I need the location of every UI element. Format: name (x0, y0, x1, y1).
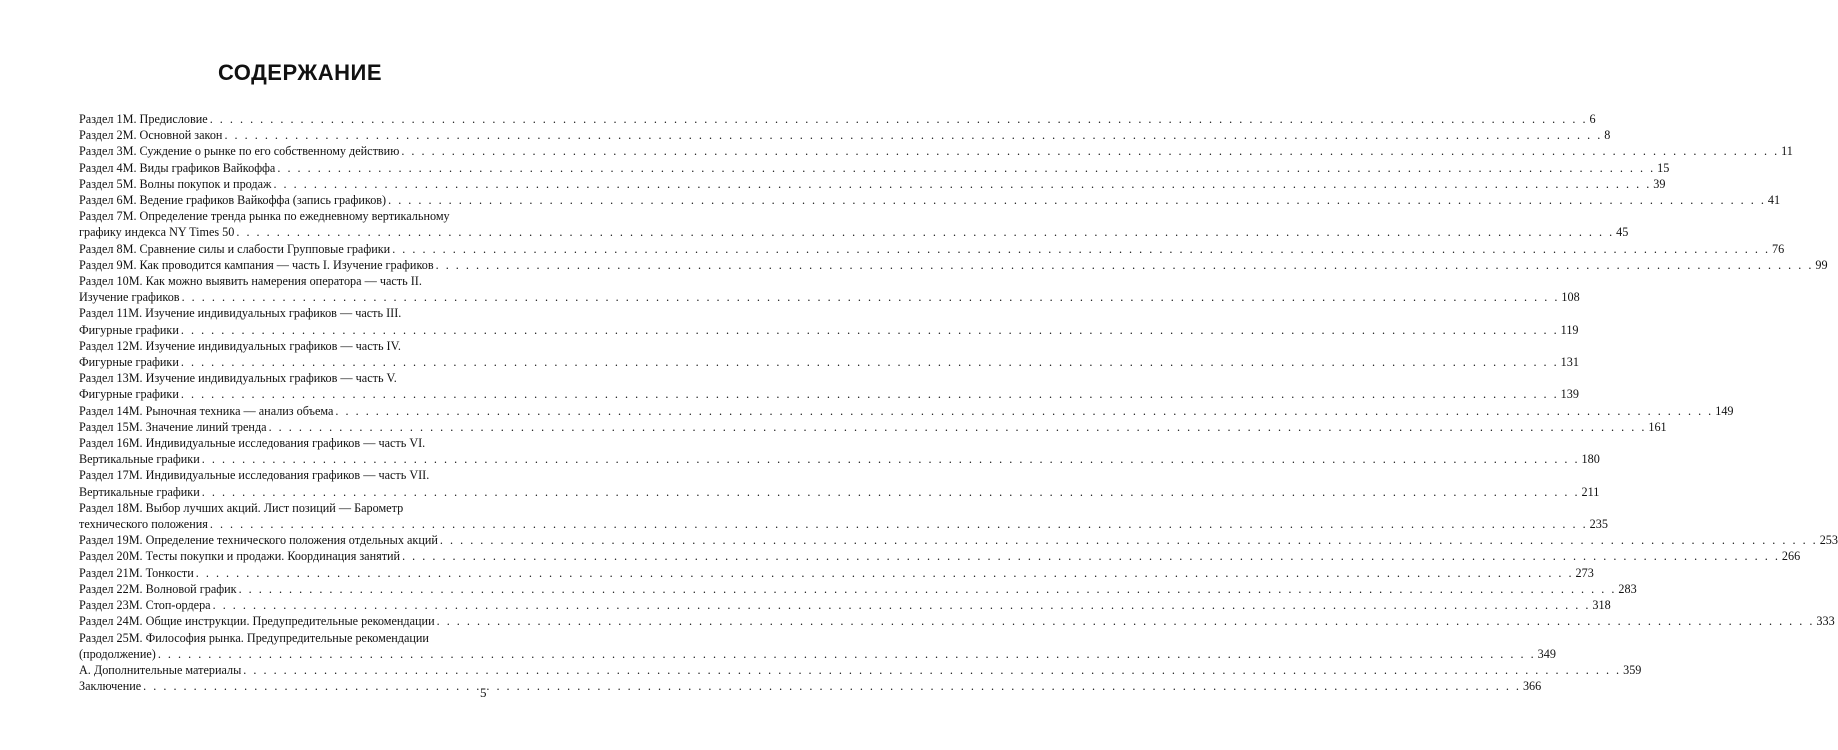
dot-leader (440, 532, 1818, 548)
dot-leader (335, 403, 1713, 419)
toc-entry-line (79, 662, 1642, 678)
toc-entry-first-line: Раздел 7М. Определение тренда рынка по ежедневному вертикальному (79, 209, 450, 224)
toc-entry-page: 283 (1618, 581, 1637, 596)
toc-entry-page: 180 (1581, 452, 1600, 467)
toc-entry-line (79, 403, 1734, 419)
toc-entry-title: Вертикальные графики (79, 452, 200, 467)
toc-entry-page: 149 (1715, 403, 1734, 418)
toc-entry-page: 99 (1815, 257, 1828, 272)
toc-entry-line (79, 613, 1835, 629)
toc-entry-title: А. Дополнительные материалы (79, 662, 242, 677)
toc-entry-page: 211 (1581, 484, 1600, 499)
toc-entry-title: Фигурные графики (79, 355, 179, 370)
toc-entry (79, 192, 1781, 208)
toc-entry-line (79, 548, 1801, 564)
dot-leader (181, 354, 1559, 370)
dot-leader (388, 192, 1766, 208)
toc-entry-line (79, 581, 1637, 597)
dot-leader (243, 662, 1621, 678)
toc-entry-page: 41 (1767, 193, 1781, 208)
dot-leader (269, 419, 1647, 435)
dot-leader (196, 565, 1574, 581)
toc-entry (79, 613, 1835, 629)
toc-entry (79, 500, 1608, 532)
toc-entry-page: 6 (1589, 112, 1596, 126)
toc-entry-page: 76 (1772, 241, 1785, 256)
toc-entry (79, 581, 1637, 597)
toc-entry (79, 370, 1579, 402)
toc-entry (79, 435, 1600, 467)
dot-leader (401, 143, 1779, 159)
toc-entry-title: Раздел 24М. Общие инструкции. Предупредительные рекомендации (79, 614, 435, 629)
dot-leader (210, 516, 1588, 532)
toc-entry-page: 108 (1561, 290, 1580, 305)
dot-leader (277, 160, 1655, 176)
toc-entry-line (79, 646, 1556, 662)
toc-entry-line (79, 143, 1793, 159)
toc-entry-page: 139 (1560, 387, 1579, 402)
toc-entry-line (79, 160, 1670, 176)
page-number: 5 (480, 685, 487, 700)
toc-entry-first-line: Раздел 11М. Изучение индивидуальных графиков — часть III. (79, 306, 402, 321)
toc-entry-title: Раздел 19М. Определение технического положения отдельных акций (79, 533, 438, 548)
toc-entry-page: 15 (1657, 160, 1670, 175)
toc-entry (79, 338, 1579, 370)
toc-entry-page: 318 (1592, 598, 1611, 613)
toc-entry (79, 305, 1579, 337)
toc-entry (79, 548, 1801, 564)
toc-entry-first-line: Раздел 10М. Как можно выявить намерения оператора — часть II. (79, 274, 422, 289)
page-title: СОДЕРЖАНИЕ (217, 60, 383, 85)
dot-leader (182, 289, 1560, 305)
toc-entry-first-line: Раздел 25М. Философия рынка. Предупредительные рекомендации (79, 630, 429, 645)
toc-entry-title: Раздел 20М. Тесты покупки и продажи. Координация занятий (79, 549, 401, 564)
toc-entry (79, 662, 1642, 678)
toc-entry-first-line: Раздел 16М. Индивидуальные исследования графиков — часть VI. (79, 436, 426, 451)
toc-entry-page: 131 (1560, 355, 1579, 370)
toc-entry-title: Раздел 15М. Значение линий тренда (79, 419, 267, 434)
toc-entry-line (79, 322, 1579, 338)
toc-entry-page: 366 (1522, 679, 1542, 694)
toc-entry-title: Фигурные графики (79, 387, 179, 402)
toc-entry-line (79, 241, 1785, 257)
toc-entry-title: (продолжение) (79, 646, 156, 661)
dot-leader (437, 613, 1815, 629)
toc-entry-page: 273 (1575, 565, 1594, 580)
toc-entry-line (79, 597, 1611, 613)
toc-entry-title: Раздел 21М. Тонкости (79, 565, 194, 580)
toc-entry-first-line: Раздел 17М. Индивидуальные исследования графиков — часть VII. (79, 468, 430, 483)
toc-entry-title: Раздел 22М. Волновой график (79, 581, 237, 596)
dot-leader (402, 548, 1780, 564)
dot-leader (236, 224, 1614, 240)
toc-entry (79, 241, 1785, 257)
toc-entry-first-line: Раздел 12М. Изучение индивидуальных графиков — часть IV. (79, 338, 401, 353)
toc-entry (79, 565, 1594, 581)
toc-entry-page: 235 (1589, 517, 1608, 532)
dot-leader (239, 581, 1617, 597)
toc-entry-title: Заключение (79, 679, 142, 694)
toc-entry-first-line: Раздел 13М. Изучение индивидуальных графиков — часть V. (79, 371, 397, 386)
toc-entry (79, 630, 1556, 662)
toc-entry-line (79, 678, 1542, 694)
toc-entry-title: Раздел 8М. Сравнение силы и слабости Групповые графики (79, 241, 391, 256)
dot-leader (202, 451, 1580, 467)
toc-entry-line (79, 386, 1579, 402)
toc-entry-page: 39 (1653, 176, 1666, 191)
toc-entry-page: 333 (1816, 614, 1835, 629)
toc-entry-line (79, 176, 1666, 192)
toc-entry-page: 8 (1604, 128, 1611, 143)
toc-entry-page: 161 (1648, 419, 1667, 434)
dot-leader (158, 646, 1536, 662)
dot-leader (143, 678, 1521, 694)
toc-entry-page: 253 (1819, 533, 1838, 548)
toc-entry-line (79, 565, 1594, 581)
toc-entry-title: Раздел 1М. Предисловие (79, 112, 208, 126)
dot-leader (181, 386, 1559, 402)
toc-entry-title: Раздел 5М. Волны покупок и продаж (79, 176, 272, 191)
toc-entry-page: 349 (1537, 646, 1556, 661)
toc-entry-page: 45 (1616, 225, 1629, 240)
toc-entry (79, 143, 1793, 159)
toc-entry (79, 467, 1600, 499)
dot-leader (213, 597, 1591, 613)
toc-entry-page: 119 (1560, 322, 1579, 337)
toc-entry-page: 266 (1781, 549, 1801, 564)
toc-entry-title: Раздел 2М. Основной закон (79, 128, 223, 143)
toc-entry-page: 359 (1623, 662, 1642, 677)
dot-leader (181, 322, 1559, 338)
table-of-contents (79, 111, 1838, 694)
toc-entry (79, 678, 1542, 694)
toc-entry-line (79, 289, 1580, 305)
toc-entry (79, 257, 1828, 273)
dot-leader (392, 241, 1770, 257)
dot-leader (436, 257, 1814, 273)
toc-entry-line (79, 192, 1781, 208)
toc-entry (79, 176, 1666, 192)
toc-entry-title: Вертикальные графики (79, 484, 200, 499)
toc-entry-title: Изучение графиков (79, 290, 180, 305)
toc-entry-first-line: Раздел 18М. Выбор лучших акций. Лист позиций — Барометр (79, 500, 404, 515)
toc-entry-title: Раздел 23М. Стоп-ордера (79, 598, 211, 613)
dot-leader (202, 484, 1580, 500)
toc-entry-title: Раздел 9М. Как проводится кампания — часть I. Изучение графиков (79, 257, 434, 272)
toc-entry-title: графику индекса NY Times 50 (79, 225, 235, 240)
toc-entry-line (79, 127, 1611, 143)
toc-entry (79, 403, 1734, 419)
toc-entry-line (79, 516, 1608, 532)
dot-leader (210, 111, 1588, 127)
toc-entry (79, 111, 1596, 127)
toc-entry-title: Раздел 4М. Виды графиков Вайкоффа (79, 160, 276, 175)
toc-entry-line (79, 419, 1667, 435)
toc-entry (79, 127, 1611, 143)
toc-entry-title: Раздел 14М. Рыночная техника — анализ объема (79, 403, 334, 418)
toc-entry-line (79, 111, 1596, 127)
toc-entry (79, 419, 1667, 435)
toc-entry-title: Раздел 6М. Ведение графиков Вайкоффа (запись графиков) (79, 193, 387, 208)
toc-entry-line (79, 224, 1629, 240)
toc-entry-line (79, 257, 1828, 273)
toc-entry-line (79, 451, 1600, 467)
toc-entry-title: Фигурные графики (79, 322, 179, 337)
toc-entry-line (79, 484, 1600, 500)
toc-entry-title: Раздел 3М. Суждение о рынке по его собственному действию (79, 144, 400, 159)
toc-entry (79, 273, 1580, 305)
toc-entry-page: 11 (1781, 144, 1793, 159)
toc-entry-line (79, 532, 1838, 548)
toc-entry-line (79, 354, 1579, 370)
dot-leader (224, 127, 1602, 143)
toc-entry-title: технического положения (79, 517, 208, 532)
toc-entry (79, 532, 1838, 548)
toc-entry (79, 208, 1629, 240)
toc-entry (79, 160, 1670, 176)
dot-leader (273, 176, 1651, 192)
toc-entry (79, 597, 1611, 613)
